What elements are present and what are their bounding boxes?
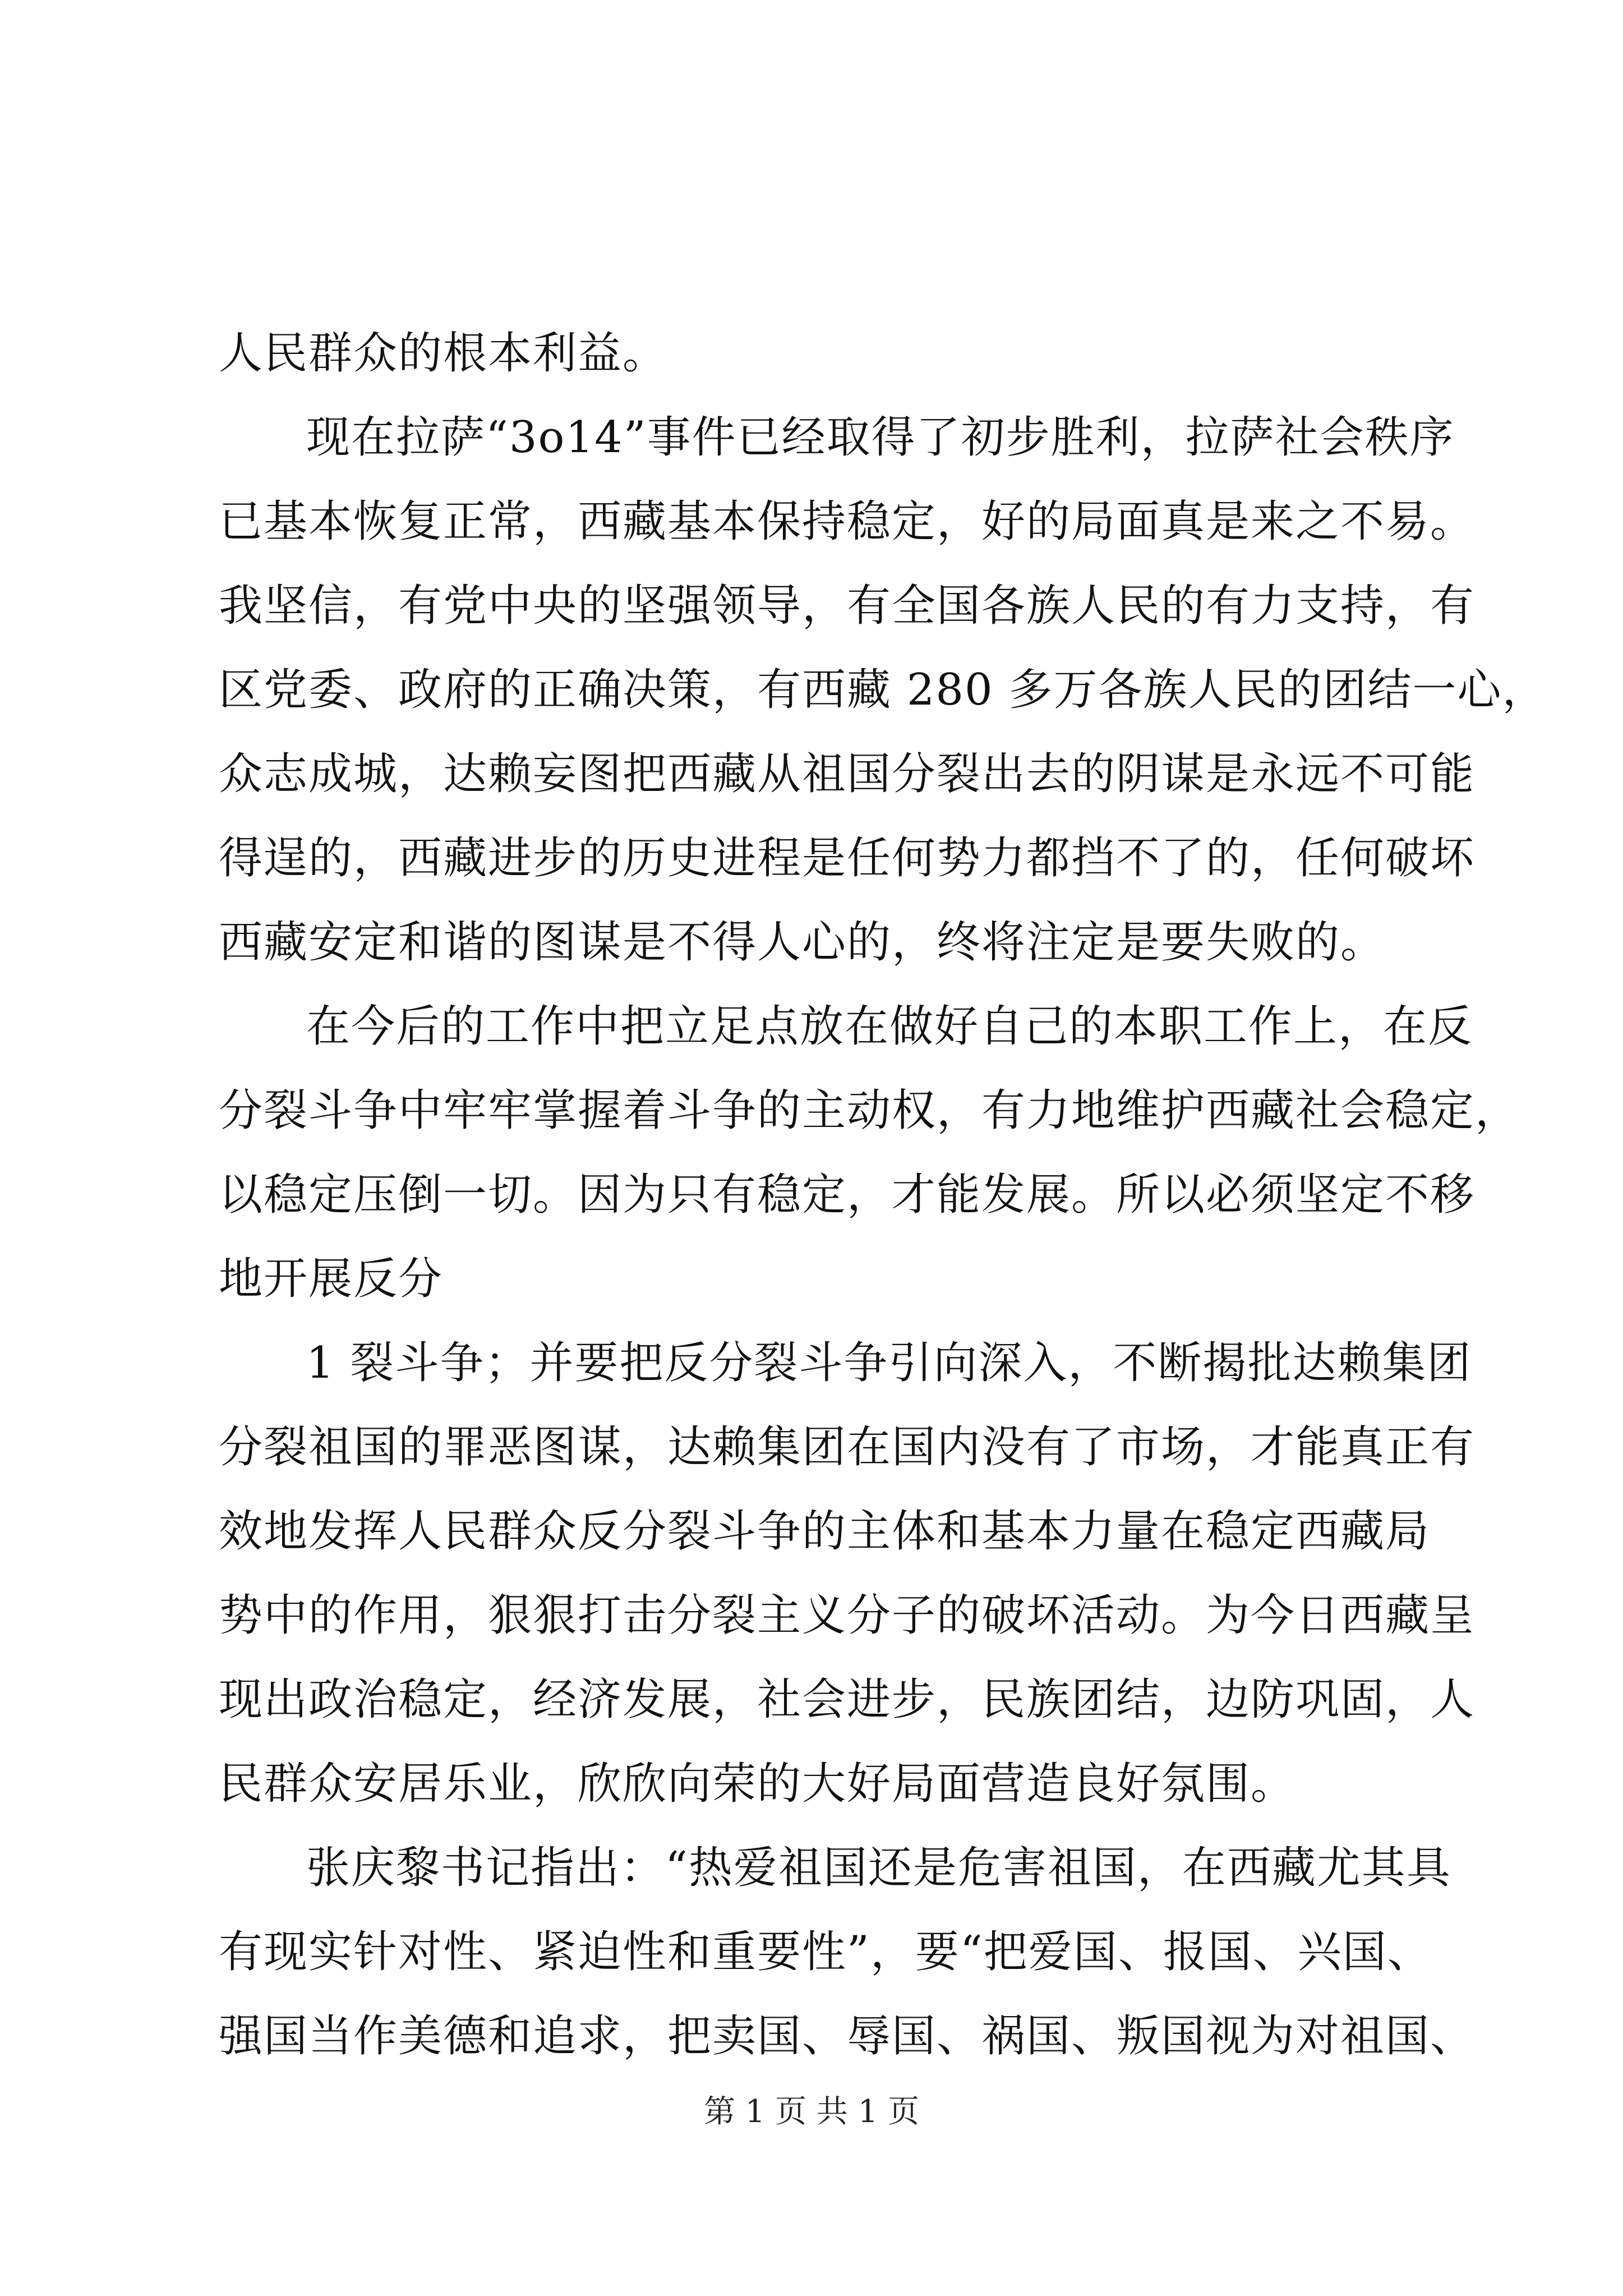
text-line: 我坚信，有党中央的坚强领导，有全国各族人民的有力支持，有 [219,581,1476,631]
text-line: 众志成城，达赖妄图把西藏从祖国分裂出去的阴谋是永远不可能 [219,749,1476,799]
text-line: 势中的作用，狠狠打击分裂主义分子的破坏活动。为今日西藏呈 [219,1590,1476,1641]
page-number-footer: 第 1 页 共 1 页 [703,2093,920,2130]
text-line: 西藏安定和谐的图谋是不得人心的，终将注定是要失败的。 [219,917,1386,968]
text-line: 已基本恢复正常，西藏基本保持稳定，好的局面真是来之不易。 [219,496,1476,547]
text-line: 分裂斗争中牢牢掌握着斗争的主动权，有力地维护西藏社会稳定， [219,1085,1520,1136]
text-line: 张庆黎书记指出：“热爱祖国还是危害祖国，在西藏尤其具 [306,1843,1451,1893]
text-line: 在今后的工作中把立足点放在做好自己的本职工作上，在反 [306,1001,1473,1052]
text-line: 现在拉萨“3o14”事件已经取得了初步胜利，拉萨社会秩序 [306,412,1455,463]
text-line: 强国当作美德和追求，把卖国、辱国、祸国、叛国视为对祖国、 [219,2011,1476,2062]
text-line: 民群众安居乐业，欣欣向荣的大好局面营造良好氛围。 [219,1759,1296,1809]
text-line: 得逞的，西藏进步的历史进程是任何势力都挡不了的，任何破坏 [219,833,1476,884]
text-line: 效地发挥人民群众反分裂斗争的主体和基本力量在稳定西藏局 [219,1506,1431,1557]
text-line: 有现实针对性、紧迫性和重要性”，要“把爱国、报国、兴国、 [219,1927,1432,1977]
text-line: 1 裂斗争；并要把反分裂斗争引向深入，不断揭批达赖集团 [306,1338,1472,1388]
text-line: 人民群众的根本利益。 [219,328,668,379]
text-line: 现出政治稳定，经济发展，社会进步，民族团结，边防巩固，人 [219,1674,1476,1725]
text-line: 以稳定压倒一切。因为只有稳定，才能发展。所以必须坚定不移 [219,1170,1476,1220]
text-line: 地开展反分 [219,1254,444,1304]
text-line: 区党委、政府的正确决策，有西藏 280 多万各族人民的团结一心， [219,665,1547,715]
text-line: 分裂祖国的罪恶图谋，达赖集团在国内没有了市场，才能真正有 [219,1422,1476,1473]
